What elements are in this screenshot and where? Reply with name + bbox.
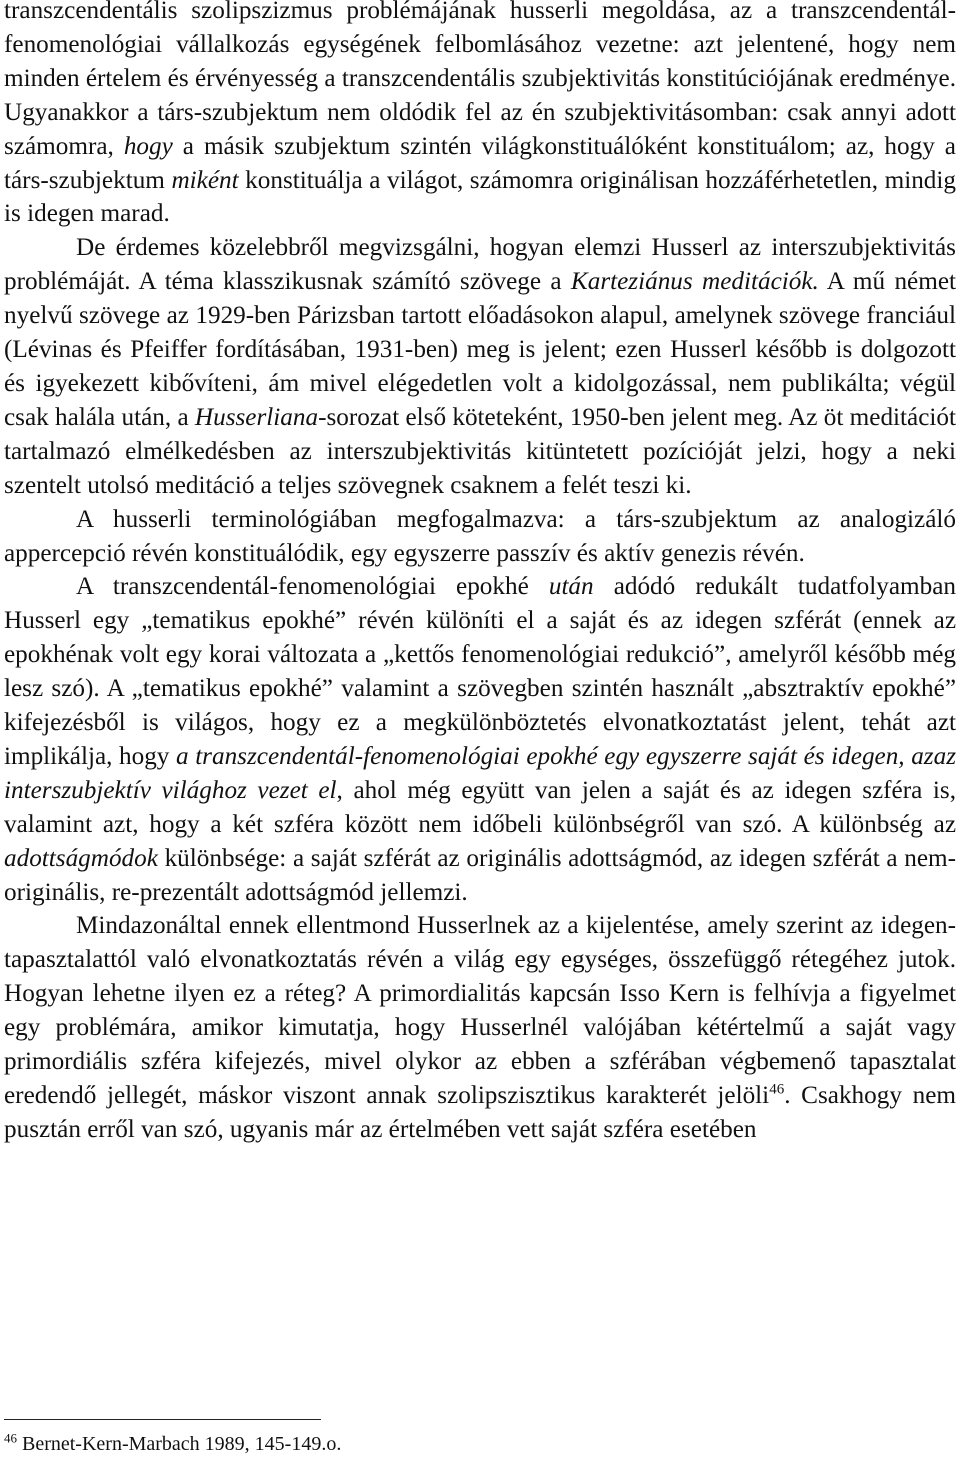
text-run: , ahol még együtt van jelen a saját és az idegen szféra is, valamint azt, hogy a két szféra között nem időbeli különbségről van szó. A különbség az	[4, 776, 956, 838]
paragraph	[4, 503, 956, 571]
text-run: A transzcendentál-fenomenológiai epokhé	[76, 573, 549, 601]
text-run: Mindazonáltal ennek ellentmond Husserlnek az a kijelentése, amely szerint az idegen-tapasztalattól való elvonatkoztatás révén a világ egy egységes, összefüggő rétegéhez jutok. Hogyan lehetne ilyen ez a réteg? A primordialitás kapcsán Isso Kern is felhívja a figyelmet egy problémára, amikor kimutatja, hogy Husserlnél valójában kétértelmű a saját vagy primordiális szféra kifejezés, mivel olykor az ebben a szférában végbemenő tapasztalat eredendő jellegét, máskor viszont annak szolipszisztikus karakterét jelöli	[4, 912, 956, 1109]
text-run: A mű német nyelvű szövege az 1929-ben Párizsban tartott előadásokon alapul, amelynek szövege franciául (Lévinas és Pfeiffer fordításában, 1931-ben) meg is jelent; ezen Husserl később is dolgozott és igyekezett kibővíteni, ám mivel elégedetlen volt a kidolgozással, nem publikálta; végül csak halála után, a	[4, 268, 956, 431]
footnote-number: 46	[4, 1430, 17, 1446]
footnote	[4, 1432, 954, 1456]
italic-text: után	[548, 573, 594, 601]
paragraph	[4, 570, 956, 909]
italic-text: a transzcendentál-fenomenológiai epokhé egy egyszerre saját és idegen, azaz interszubjektív világhoz vezet el	[4, 742, 956, 804]
body-text	[4, 0, 956, 1147]
italic-text: adottságmódok	[4, 844, 158, 872]
paragraph	[4, 0, 956, 231]
footnote-text: Bernet-Kern-Marbach 1989, 145-149.o.	[22, 1433, 342, 1455]
text-run: . Csakhogy nem pusztán erről van szó, ugyanis már az értelmében vett saját szféra esetében	[4, 1082, 956, 1143]
text-run: transzcendentális szolipszizmus problémájának husserli megoldása, az a transzcendentál-fenomenológiai vállalkozás egységének felbomlásához vezetne: azt jelentené, hogy nem minden értelem és érvényesség a transzcendentális szubjektivitás konstitúciójának eredménye. Ugyanakkor a társ-szubjektum nem oldódik fel az én szubjektivitásomban: csak annyi adott számomra,	[4, 0, 956, 160]
footnote-separator	[4, 1419, 321, 1420]
text-run: adódó redukált tudatfolyamban Husserl egy „tematikus epokhé” révén különíti el a saját és az idegen szférát (ennek az epokhénak volt egy korai változata a „kettős fenomenológiai redukció”, amelyről később még lesz szó). A „tematikus epokhé” valamint a szövegben szintén használt „absztraktív epokhé” kifejezésből is világos, hogy ez a megkülönböztetés elvonatkoztatást jelent, tehát azt implikálja, hogy	[4, 573, 956, 770]
italic-text: Husserliana	[194, 403, 319, 431]
paragraph	[4, 231, 956, 502]
text-run: különbsége: a saját szférát az originális adottságmód, az idegen szférát a nem-originális, re-prezentált adottságmód jellemzi.	[4, 844, 956, 906]
text-run: konstituálja a világot, számomra originálisan hozzáférhetetlen, mindig is idegen marad.	[4, 166, 956, 228]
text-run: -sorozat első köteteként, 1950-ben jelent meg. Az öt meditációt tartalmazó elmélkedésben az interszubjektivitás kitüntetett pozícióját jelzi, hogy a neki szentelt utolsó meditáció a teljes szövegnek csaknem a felét teszi ki.	[4, 403, 956, 499]
text-run: De érdemes közelebbről megvizsgálni, hogyan elemzi Husserl az interszubjektivitás problémáját. A téma klasszikusnak számító szövege a	[4, 234, 956, 296]
italic-text: Karteziánus meditációk.	[570, 268, 819, 296]
italic-text: miként	[171, 166, 239, 194]
italic-text: hogy	[123, 132, 173, 160]
footnote-reference: 46	[769, 1081, 785, 1098]
text-run: a másik szubjektum szintén világkonstituálóként konstituálom; az, hogy a társ-szubjektum	[4, 132, 956, 194]
text-run: A husserli terminológiában megfogalmazva: a társ-szubjektum az analogizáló appercepció révén konstituálódik, egy egyszerre passzív és aktív genezis révén.	[4, 505, 956, 567]
paragraph	[4, 909, 956, 1146]
